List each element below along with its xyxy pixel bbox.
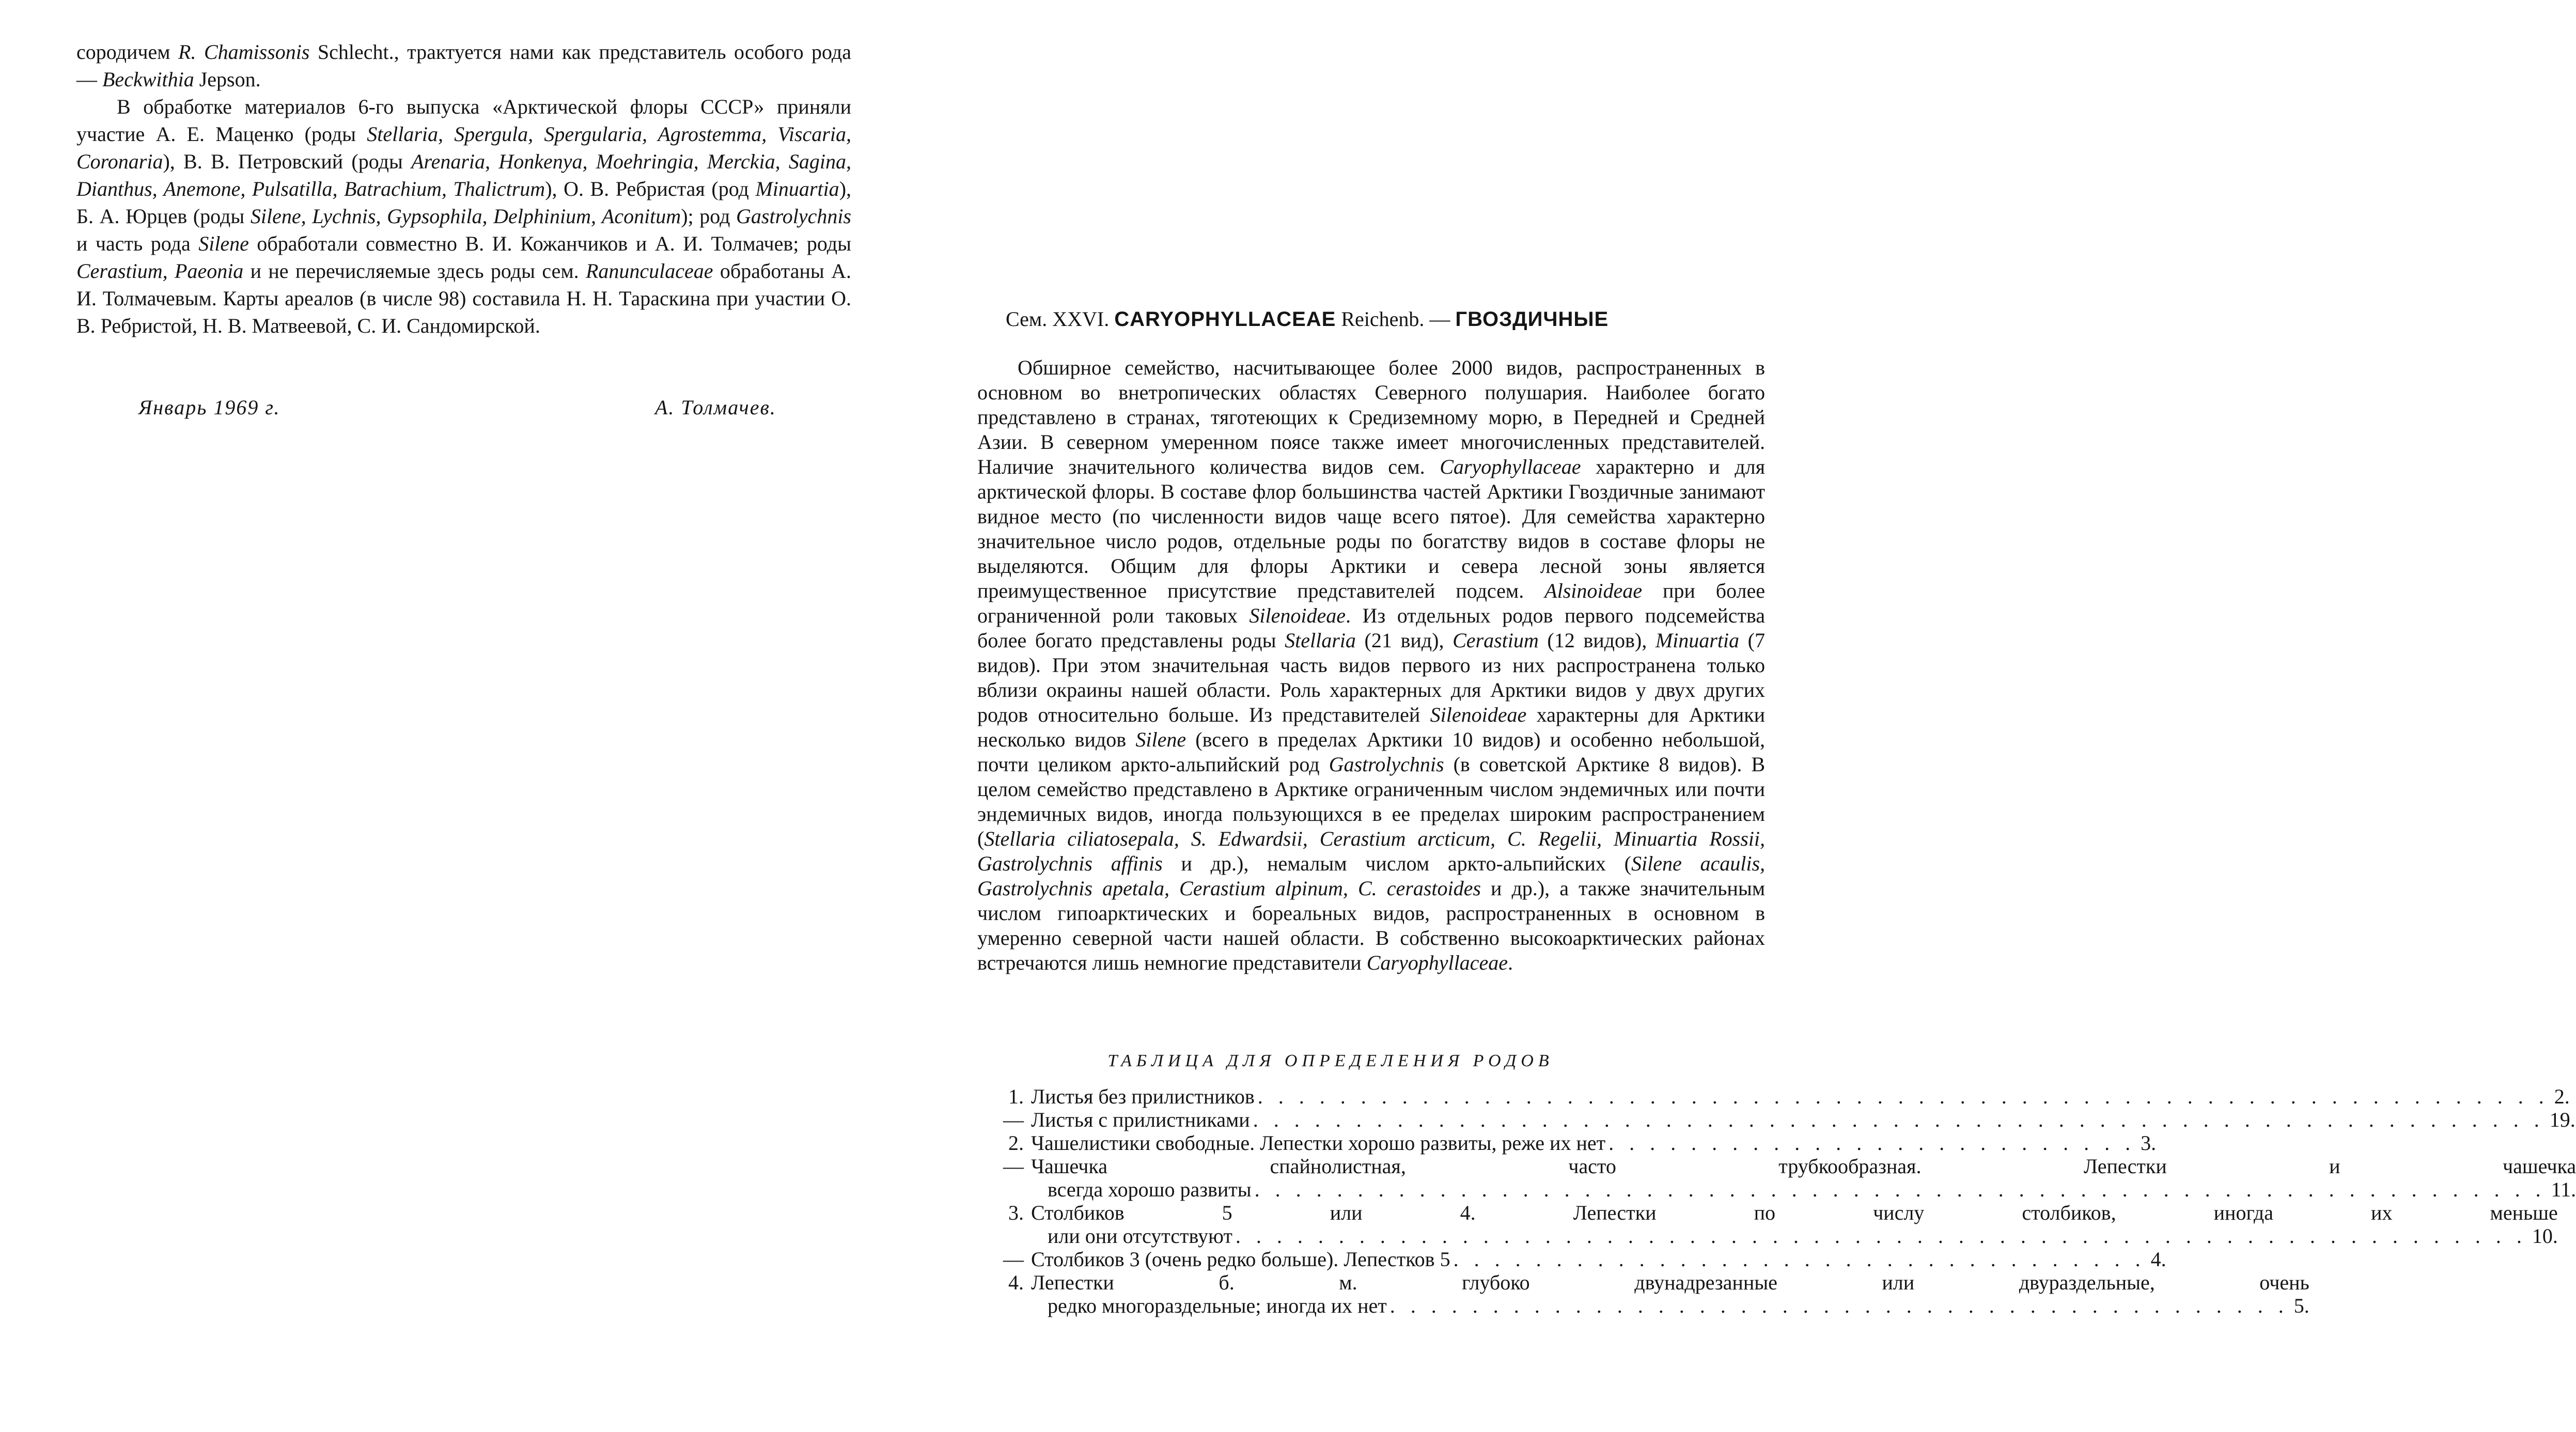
key-entry-number: 1. [1008, 1085, 1024, 1108]
text-run: (12 видов), [1538, 629, 1656, 652]
latin-name: Stellaria, Spergula, Spergularia, Agrostemma, Viscaria, Coronaria [76, 122, 851, 173]
latin-name: Silenoideae [1249, 604, 1346, 627]
key-entry-body [1031, 1131, 2156, 1155]
latin-name: Silene [198, 232, 249, 255]
latin-name: Ranunculaceae [585, 259, 713, 283]
text-run: сородичем [76, 40, 179, 64]
key-reference: 2. [2554, 1085, 2570, 1108]
text-run: ); род [681, 205, 737, 228]
key-reference: 10. [2532, 1224, 2558, 1248]
key-line [1031, 1108, 2575, 1131]
text-run: Schlecht., трактуется нами как представитель особого рода — [76, 40, 851, 91]
key-line [1031, 1085, 2570, 1108]
key-text: или они отсутствуют [1048, 1224, 1232, 1248]
key-entry-body [1031, 1248, 2166, 1271]
key-entry [977, 1248, 2166, 1271]
right-page [887, 0, 2576, 1432]
text-run: (в советской Арктике 8 видов). В целом семейство представлено в Арктике ограниченным числом эндемичных или почти эндемичных видов, иногда пользующихся в ее пределах широким распространением ( [977, 753, 1765, 850]
paragraph-beckwithia [76, 38, 851, 93]
latin-name: Silenoideae [1430, 703, 1527, 726]
text-run: (всего в пределах Арктики 10 видов) и особенно небольшой, почти целиком аркто-альпийский род [977, 728, 1766, 776]
text-run: (7 видов). При этом значительная часть видов первого из них распространена только вблизи окраины нашей области. Роль характерных для Арктики видов у двух других родов относительно больше. Из представителей [977, 629, 1765, 726]
text-run: и др.), немалым числом аркто-альпийских ( [1162, 852, 1631, 875]
signature-date: Январь 1969 г. [138, 396, 280, 419]
latin-name: Gastrolychnis [736, 205, 851, 228]
key-entry-body [1031, 1085, 2570, 1108]
key-reference: 5. [2293, 1294, 2309, 1317]
paragraph-text [977, 355, 1765, 975]
paragraph-contributors [76, 93, 851, 339]
leader-dots: . . . . . . . . . . . . . . . . . . . . . . . . . . . . . . . . . . . . . . . . . . . . . . . . . . . . . . . . . . . . . . . [1254, 1178, 2546, 1201]
text-run: и часть рода [76, 232, 199, 255]
text-run: характерны для Арктики несколько видов [977, 703, 1765, 751]
key-text: Столбиков 3 (очень редко больше). Лепестков 5 [1031, 1248, 1450, 1271]
key-entry-body [1031, 1271, 2309, 1317]
key-line [1031, 1271, 2309, 1294]
key-text: Чашелистики свободные. Лепестки хорошо развиты, реже их нет [1031, 1131, 1606, 1155]
text-run: (21 вид), [1355, 629, 1453, 652]
family-heading [1006, 307, 1626, 331]
family-description [977, 355, 1765, 975]
key-entry-number: 4. [1008, 1271, 1024, 1294]
key-entry-number: — [1003, 1155, 1024, 1178]
key-entry [977, 1131, 2157, 1155]
text-run: обработали совместно В. И. Кожанчиков и А. И. Толмачев; роды [248, 232, 851, 255]
latin-name: Silene acaulis, Gastrolychnis apetala, Cerastium alpinum, C. cerastoides [977, 852, 1766, 900]
key-text: Листья с прилистниками [1031, 1108, 1250, 1131]
heading-prefix: Сем. XXVI. [1006, 307, 1115, 331]
text-run: обработаны А. И. Толмачевым. Карты ареалов (в числе 98) составила Н. Н. Тараскина при участии О. В. Ребристой, Н. В. Матвеевой, С. И. Сандомирской. [76, 259, 852, 337]
leader-dots: . . . . . . . . . . . . . . . . . . . . . . . . . . . . . . . . . . . . . . . . . . . . [1390, 1294, 2289, 1317]
latin-name: Silene [1135, 728, 1186, 751]
latin-name: Arenaria, Honkenya, Moehringia, Merckia, Sagina, Dianthus, Anemone, Pulsatilla, Batrachium, Thalictrum [76, 150, 851, 200]
text-run: характерно и для арктической флоры. В составе флор большинства частей Арктики Гвоздичные занимают видное место (по численности видов чаще всего пятое). Для семейства характерно значительное число родов, отдельные роды по богатству видов в составе флоры не выделяются. Общим для флоры Арктики и севера лесной зоны является преимущественное присутствие представителей подсем. [977, 455, 1765, 602]
key-entry-number: — [1003, 1248, 1024, 1271]
signature-author: А. Толмачев. [655, 396, 776, 419]
key-line [1031, 1224, 2558, 1248]
latin-name: Silene, Lychnis, Gypsophila, Delphinium, Aconitum [250, 205, 681, 228]
key-line [1031, 1201, 2558, 1224]
latin-name: Caryophyllaceae [1440, 455, 1581, 478]
heading-russian-name: ГВОЗДИЧНЫЕ [1455, 308, 1609, 331]
key-text: Лепестки б. м. глубоко двунадрезанные или двураздельные, очень [1031, 1271, 2309, 1294]
key-text: Листья без прилистников [1031, 1085, 1255, 1108]
leader-dots: . . . . . . . . . . . . . . . . . . . . . . . . . . [1609, 1131, 2136, 1155]
key-line [1031, 1155, 2576, 1178]
leader-dots: . . . . . . . . . . . . . . . . . . . . . . . . . . . . . . . . . . . . . . . . . . . . . . . . . . . . . . . . . . . . . . . [1235, 1224, 2527, 1248]
key-entry [977, 1108, 2575, 1131]
key-entry-number: 3. [1008, 1201, 1024, 1224]
text-run: Обширное семейство, насчитывающее более 2000 видов, распространенных в основном во внетропических областях Северного полушария. Наиболее богато представлено в странах, тяготеющих к Средиземному морю, в Передней и Средней Азии. В северном умеренном поясе также имеет многочисленных представителей. Наличие значительного количества видов сем. [977, 356, 1765, 478]
key-entry [977, 1085, 2570, 1108]
text-run: . Из отдельных родов первого подсемейства более богато представлены роды [977, 604, 1765, 652]
key-text: Столбиков 5 или 4. Лепестки по числу столбиков, иногда их меньше [1031, 1201, 2558, 1224]
latin-name: Cerastium, Paeonia [76, 259, 244, 283]
left-page [0, 0, 887, 1432]
key-entry-body [1031, 1155, 2576, 1201]
latin-name: Alsinoideae [1544, 579, 1643, 602]
key-reference: 19. [2549, 1108, 2575, 1131]
heading-latin-name: CARYOPHYLLACEAE [1114, 308, 1336, 331]
key-entry-number: — [1003, 1108, 1024, 1131]
key-reference: 4. [2150, 1248, 2166, 1271]
text-run: ), В. В. Петровский (роды [163, 150, 412, 173]
key-text: всегда хорошо развиты [1048, 1178, 1252, 1201]
key-reference: 11. [2551, 1178, 2576, 1201]
key-entry [977, 1201, 2558, 1248]
key-line [1031, 1294, 2309, 1317]
latin-name: Caryophyllaceae [1366, 951, 1508, 974]
key-entry-body [1031, 1201, 2558, 1248]
key-entry [977, 1271, 2309, 1317]
text-run: при более ограниченной роли таковых [977, 579, 1766, 627]
leader-dots: . . . . . . . . . . . . . . . . . . . . . . . . . . . . . . . . . . [1453, 1248, 2146, 1271]
key-entry-body [1031, 1108, 2575, 1131]
key-table-title: ТАБЛИЦА ДЛЯ ОПРЕДЕЛЕНИЯ РОДОВ [1107, 1051, 1554, 1070]
latin-name: Stellaria [1285, 629, 1356, 652]
latin-name: Beckwithia [102, 68, 194, 91]
text-run: . [1507, 951, 1513, 974]
leader-dots: . . . . . . . . . . . . . . . . . . . . . . . . . . . . . . . . . . . . . . . . . . . . . . . . . . . . . . . . . . . . . . . [1253, 1108, 2544, 1131]
latin-name: R. Chamissonis [178, 40, 310, 64]
genus-key [977, 1085, 2576, 1317]
text-run: ), Б. А. Юрцев (роды [76, 177, 852, 228]
text-run: ), О. В. Ребристая (род [545, 177, 756, 200]
latin-name: Cerastium [1453, 629, 1539, 652]
paragraph-text [76, 38, 851, 93]
key-text: Чашечка спайнолистная, часто трубкообразная. Лепестки и чашечка [1031, 1155, 2576, 1178]
text-run: и не перечисляемые здесь роды сем. [243, 259, 586, 283]
key-reference: 3. [2141, 1131, 2157, 1155]
text-run: В обработке материалов 6-го выпуска «Арктической флоры СССР» приняли участие А. Е. Маценко (роды [76, 95, 851, 146]
latin-name: Gastrolychnis [1329, 753, 1444, 776]
key-text: редко многораздельные; иногда их нет [1048, 1294, 1387, 1317]
key-line [1031, 1131, 2156, 1155]
key-line [1031, 1248, 2166, 1271]
latin-name: Stellaria ciliatosepala, S. Edwardsii, Cerastium arcticum, C. Regelii, Minuartia Rossii, Gastrolychnis affinis [977, 827, 1765, 875]
latin-name: Minuartia [755, 177, 839, 200]
paragraph-text [76, 93, 851, 339]
heading-authority: Reichenb. — [1336, 307, 1456, 331]
key-line [1031, 1178, 2576, 1201]
latin-name: Minuartia [1655, 629, 1740, 652]
leader-dots: . . . . . . . . . . . . . . . . . . . . . . . . . . . . . . . . . . . . . . . . . . . . . . . . . . . . . . . . . . . . . . . [1257, 1085, 2549, 1108]
key-entry-number: 2. [1008, 1131, 1024, 1155]
key-entry [977, 1155, 2576, 1201]
text-run: Jepson. [194, 68, 261, 91]
text-run: и др.), а также значительным числом гипоарктических и бореальных видов, распространенных в основном в умеренно северной части нашей области. В собственно высокоарктических районах встречаются лишь немногие представители [977, 877, 1766, 974]
